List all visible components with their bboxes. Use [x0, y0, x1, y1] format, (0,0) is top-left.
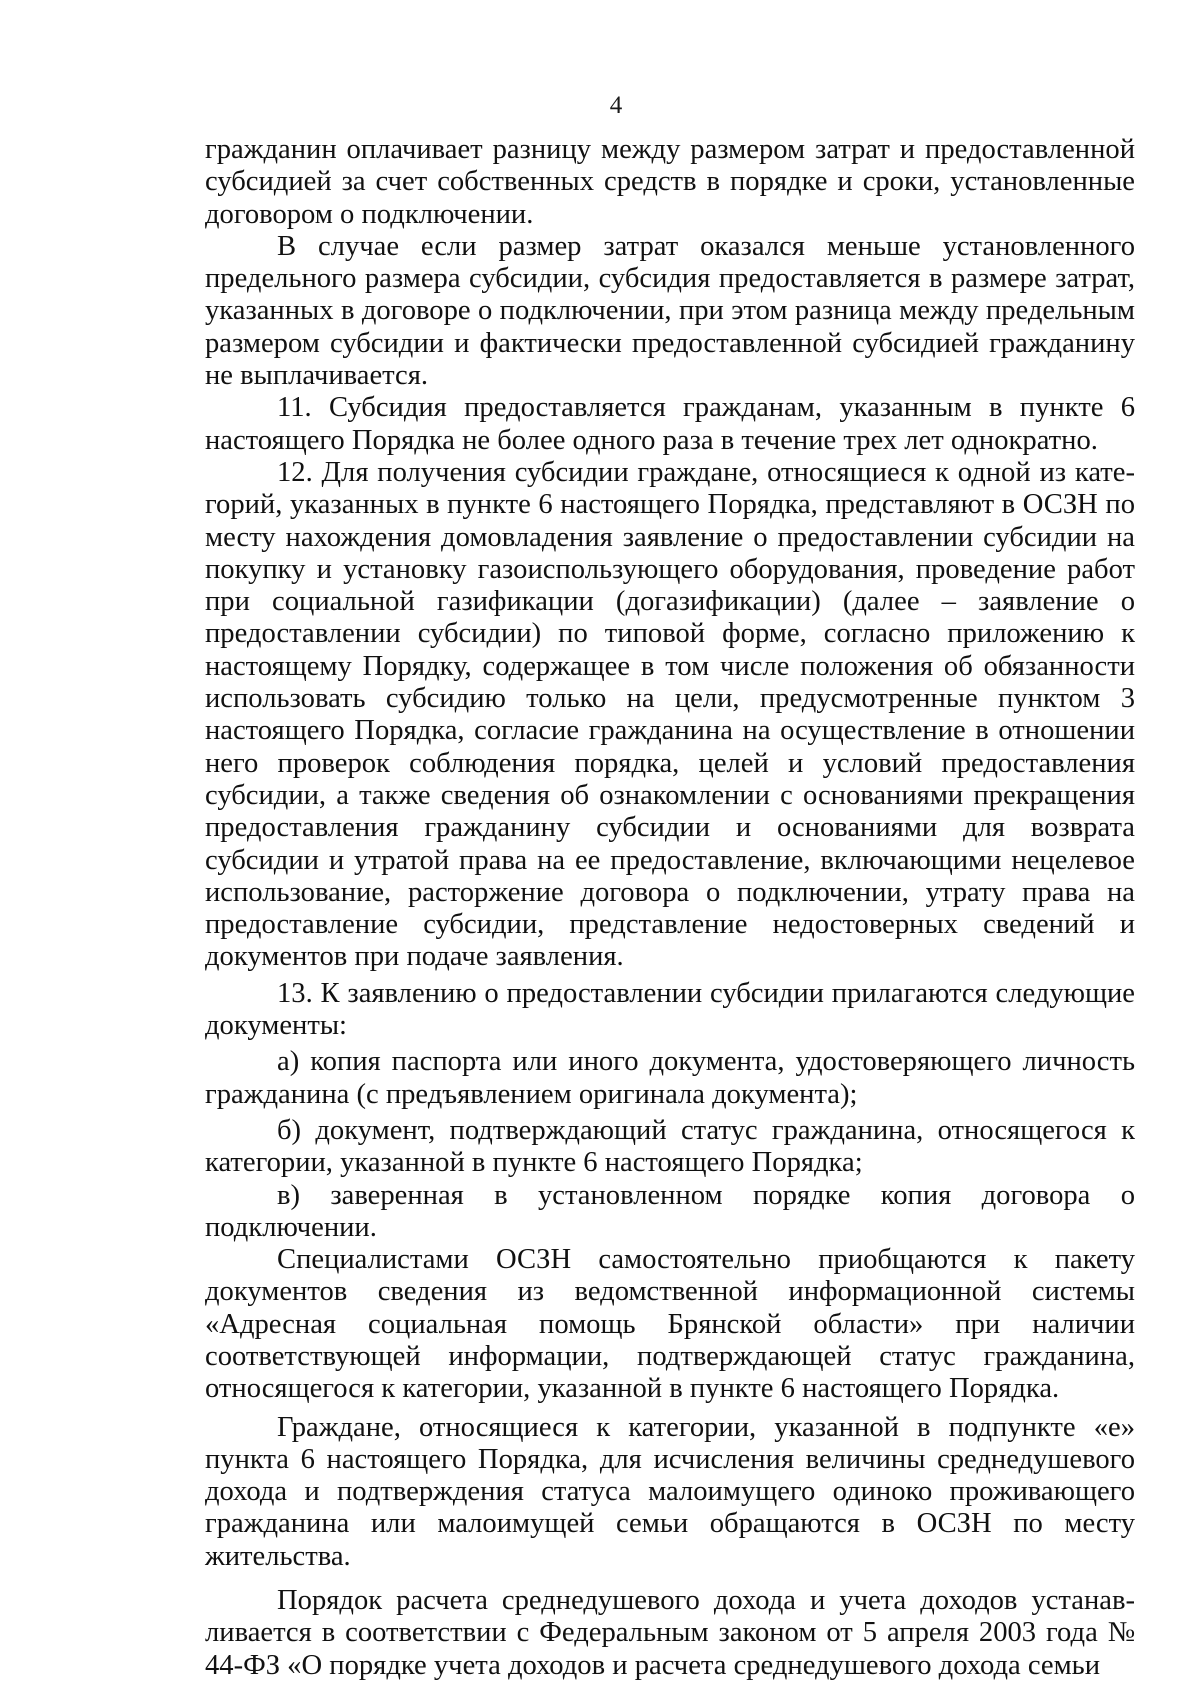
paragraph-clause-13: 13. К заявлению о предоставлении субсидии прилагаются следующие документы:: [205, 977, 1135, 1042]
paragraph-clause-11: 11. Субсидия предоставляется гражданам, указанным в пункте 6 настоящего Порядка не более одного раза в течение трех лет однократно.: [205, 392, 1135, 456]
paragraph-item-a: а) копия паспорта или иного документа, удостоверяющего личность гражданина (с предъявлением оригинала документа);: [205, 1046, 1135, 1110]
paragraph-low-income: Граждане, относящиеся к категории, указанной в подпункте «е» пункта 6 настоящего Порядка, для исчисления величины среднедушевого дохода и подтверждения статуса малоимущего одиноко проживающего гражданина или малоимущей семьи обращаются в ОСЗН по месту жительства.: [205, 1411, 1135, 1572]
paragraph-item-b: б) документ, подтверждающий статус гражданина, относящегося к категории, указанной в пункте 6 настоящего Порядка;: [205, 1114, 1135, 1179]
paragraph-specialists: Специалистами ОСЗН самостоятельно приобщаются к пакету документов сведения из ведомственной информационной системы «Адресная социальная помощь Брянской области» при наличии соответствующей информации, подтверждающей статус гражданина, относящегося к категории, указанной в пункте 6 настоящего Порядка.: [205, 1244, 1135, 1405]
paragraph-clause-12: 12. Для получения субсидии граждане, относящиеся к одной из категорий, указанных в пункте 6 настоящего Порядка, представляют в ОСЗН по месту нахождения домовладения заявление о предоставлении субсидии на покупку и установку газоиспользующего оборудования, проведение работ при социальной газификации (догазификации) (далее – заявление о предоставлении субсидии) по типовой форме, согласно приложению к настоящему Порядку, содержащее в том числе положения об обязанности использовать субсидию только на цели, предусмотренные пунктом 3 настоящего Порядка, согласие гражданина на осуществление в отношении него проверок соблюдения порядка, целей и условий предоставления субсидии, а также сведения об ознакомлении с основаниями прекращения предоставления гражданину субсидии и основаниями для возврата субсидии и утратой права на ее предоставление, включающими нецелевое использование, расторжение договора о подключении, утрату права на предоставление субсидии, представление недостоверных сведений и документов при подаче заявления.: [205, 456, 1135, 973]
document-body: [205, 134, 1135, 1682]
paragraph-continuation: гражданин оплачивает разницу между размером затрат и предоставленной субсидией за счет собственных средств в порядке и сроки, установленные договором о подключении.: [205, 134, 1135, 230]
paragraph-income-calculation: Порядок расчета среднедушевого дохода и учета доходов устанавливается в соответствии с Федеральным законом от 5 апреля 2003 года № 44-ФЗ «О порядке учета доходов и расчета среднедушевого дохода семьи: [205, 1585, 1135, 1681]
paragraph-item-v: в) заверенная в установленном порядке копия договора о подключении.: [205, 1179, 1135, 1243]
page-number: 4: [609, 92, 623, 119]
paragraph-cost-difference: В случае если размер затрат оказался меньше установленного предельного размера субсидии, субсидия предоставляется в размере затрат, указанных в договоре о подключении, при этом разница между предельным размером субсидии и фактически предоставленной субсидией гражданину не выплачивается.: [205, 230, 1135, 392]
